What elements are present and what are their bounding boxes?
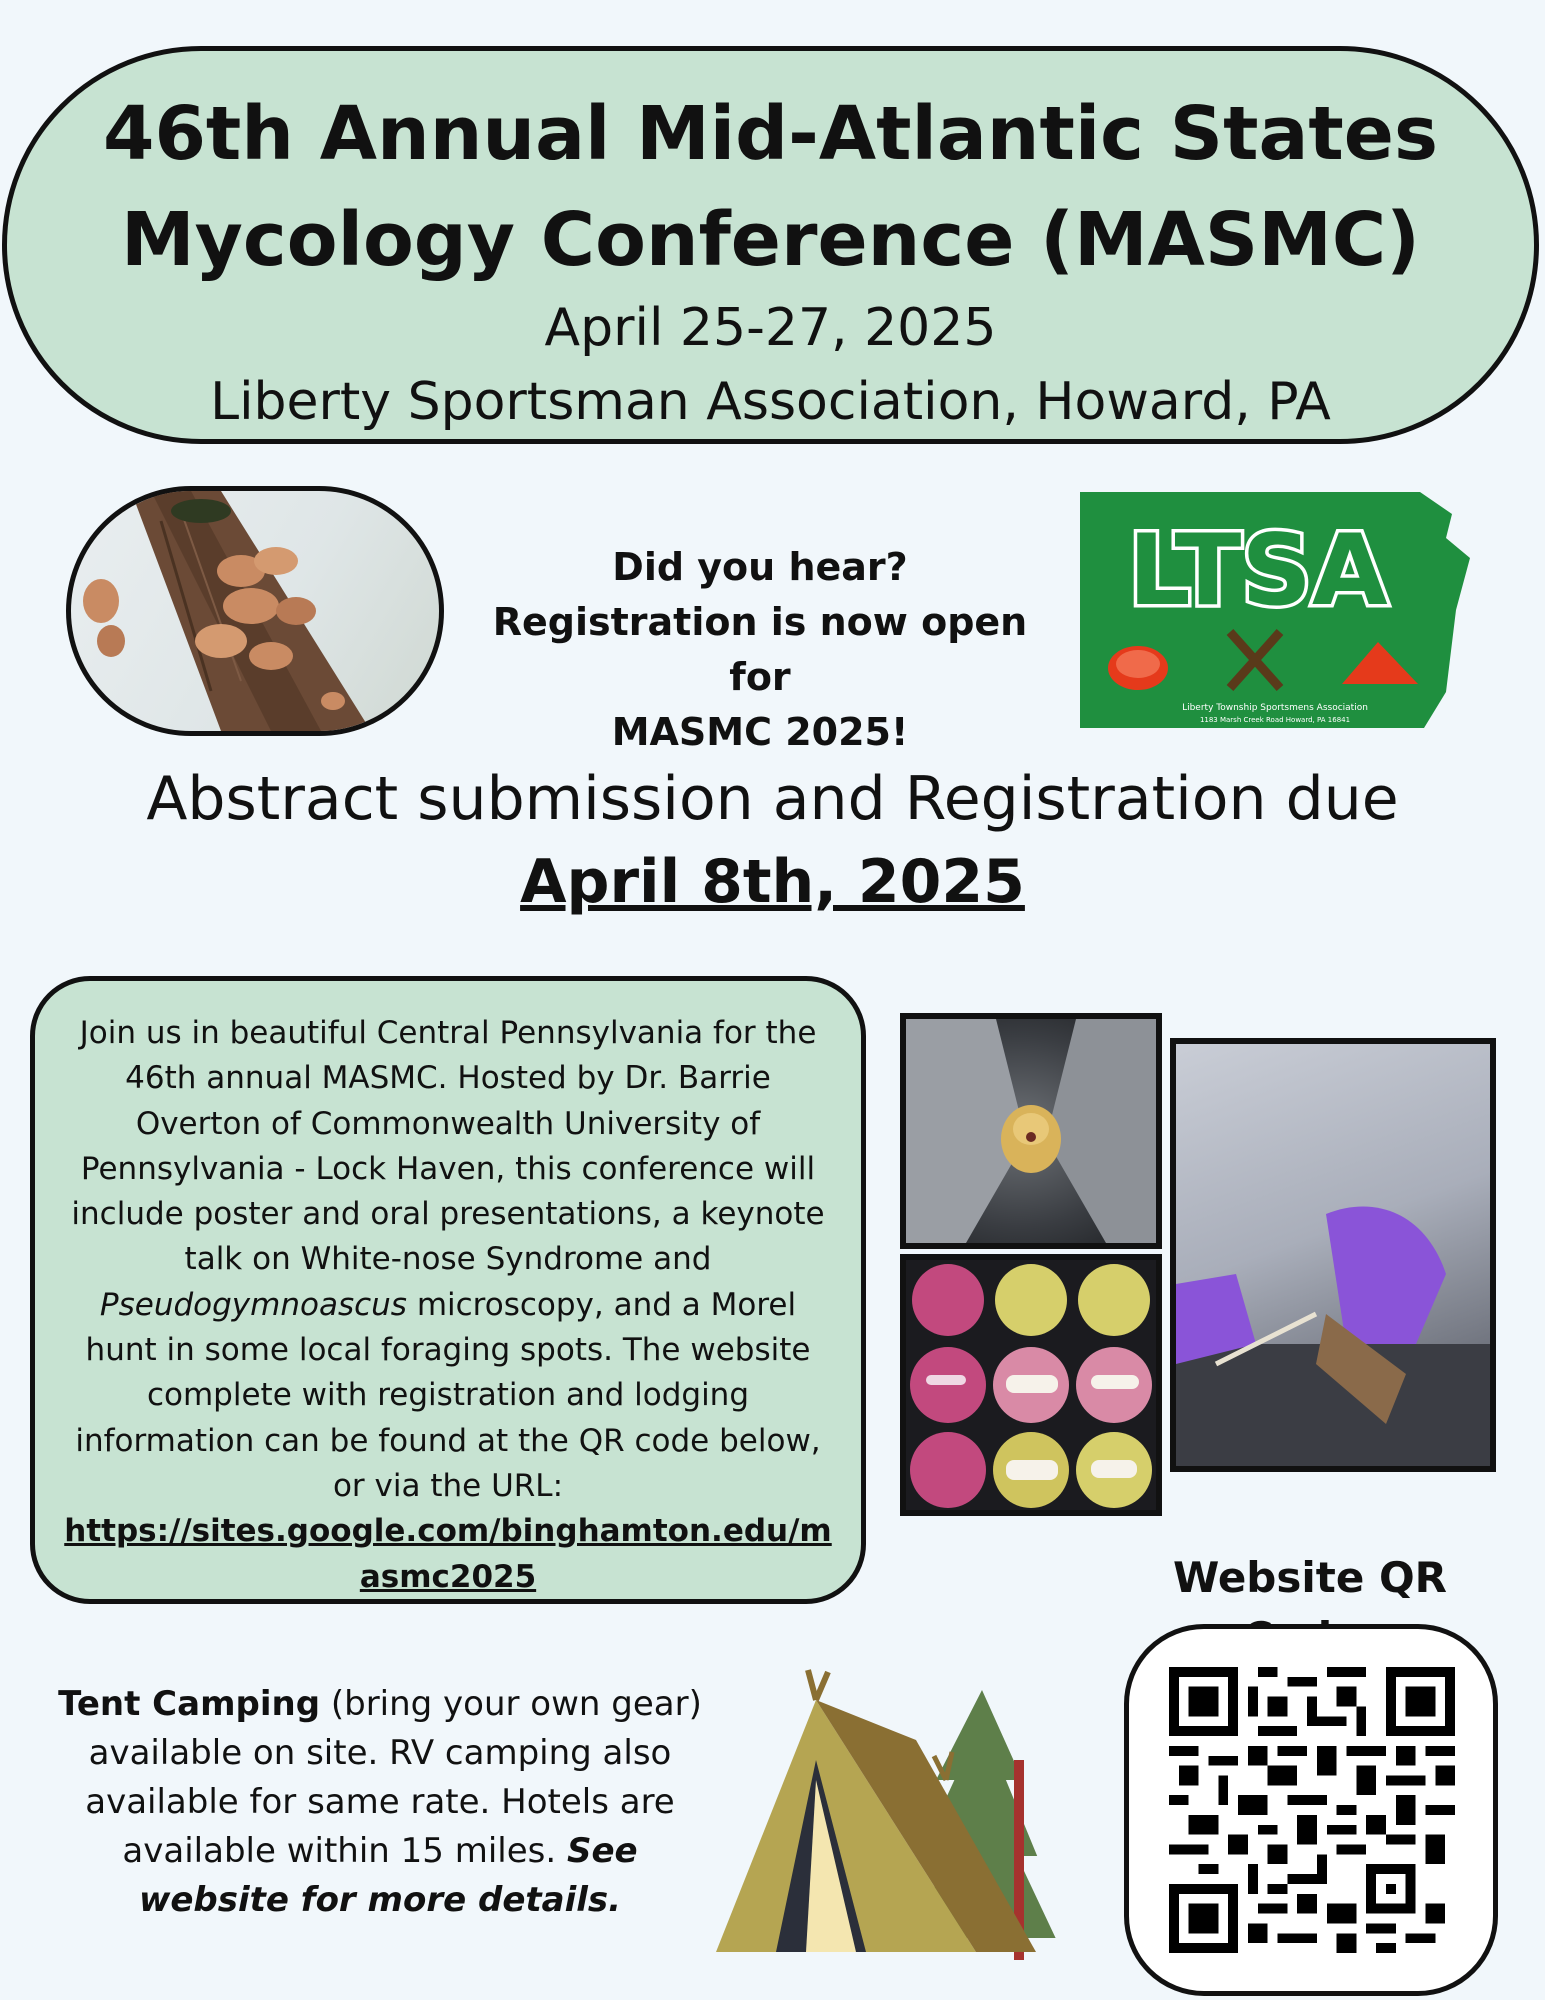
- conference-info-box: [30, 976, 866, 1604]
- logo-subtitle-2: 1183 Marsh Creek Road Howard, PA 16841: [1199, 716, 1351, 724]
- qr-code-frame[interactable]: [1124, 1624, 1498, 1996]
- announcement-line-1: Did you hear?: [612, 545, 908, 589]
- tent-and-tree-illustration: [716, 1660, 1086, 1960]
- conference-title: [7, 51, 1534, 293]
- qr-code-label: Website QR: [1172, 1553, 1447, 1602]
- camping-see-website: See website for more details.: [138, 1831, 638, 1920]
- title-line-2: Mycology Conference (MASMC): [121, 197, 1420, 283]
- camping-info: [48, 1680, 712, 1925]
- info-text-1: Join us in beautiful Central Pennsylvania for the 46th annual MASMC. Hosted by Dr. Barrie Overton of Commonwealth University of Pennsylvania - Lock Haven, this conference will include poster and oral presentations, a keynote talk on White-nose Syndrome and: [71, 1015, 825, 1278]
- logo-subtitle-1: Liberty Township Sportsmens Association: [1182, 703, 1368, 713]
- conference-venue: Liberty Sportsman Association, Howard, PA: [210, 372, 1331, 432]
- mushroom-illustration: [71, 491, 439, 731]
- registration-announcement: [460, 540, 1060, 760]
- announcement-line-2: Registration is now open for: [492, 600, 1028, 699]
- title-line-1: 46th Annual Mid-Atlantic States: [102, 91, 1439, 177]
- title-banner: [2, 46, 1539, 444]
- website-url-link[interactable]: https://sites.google.com/binghamton.edu/masmc2025: [64, 1513, 832, 1595]
- deadline-label: Abstract submission and Registration due: [146, 764, 1399, 834]
- camping-bold-lead: Tent Camping: [58, 1684, 321, 1724]
- logo-text: LTSA: [1128, 514, 1388, 628]
- qr-code-icon[interactable]: [1169, 1667, 1455, 1953]
- conference-dates: April 25-27, 2025: [544, 298, 997, 358]
- lab-swab-photo: [1170, 1038, 1496, 1472]
- info-text-2: microscopy, and a Morel hunt in some local foraging spots. The website complete with registration and lodging information can be found at the QR code below, or via the URL:: [75, 1286, 821, 1504]
- bat-photo: [900, 1013, 1162, 1249]
- info-italic-term: Pseudogymnoascus: [99, 1286, 407, 1323]
- petri-dish-photo: [900, 1254, 1162, 1516]
- mushroom-photo: [66, 486, 444, 736]
- ltsa-logo: [1080, 492, 1470, 728]
- announcement-line-3: MASMC 2025!: [611, 710, 909, 754]
- deadline-date: April 8th, 2025: [520, 847, 1025, 917]
- camping-text: (bring your own gear) available on site. RV camping also available for same rate. Hotels are available within 15 miles.: [85, 1684, 702, 1871]
